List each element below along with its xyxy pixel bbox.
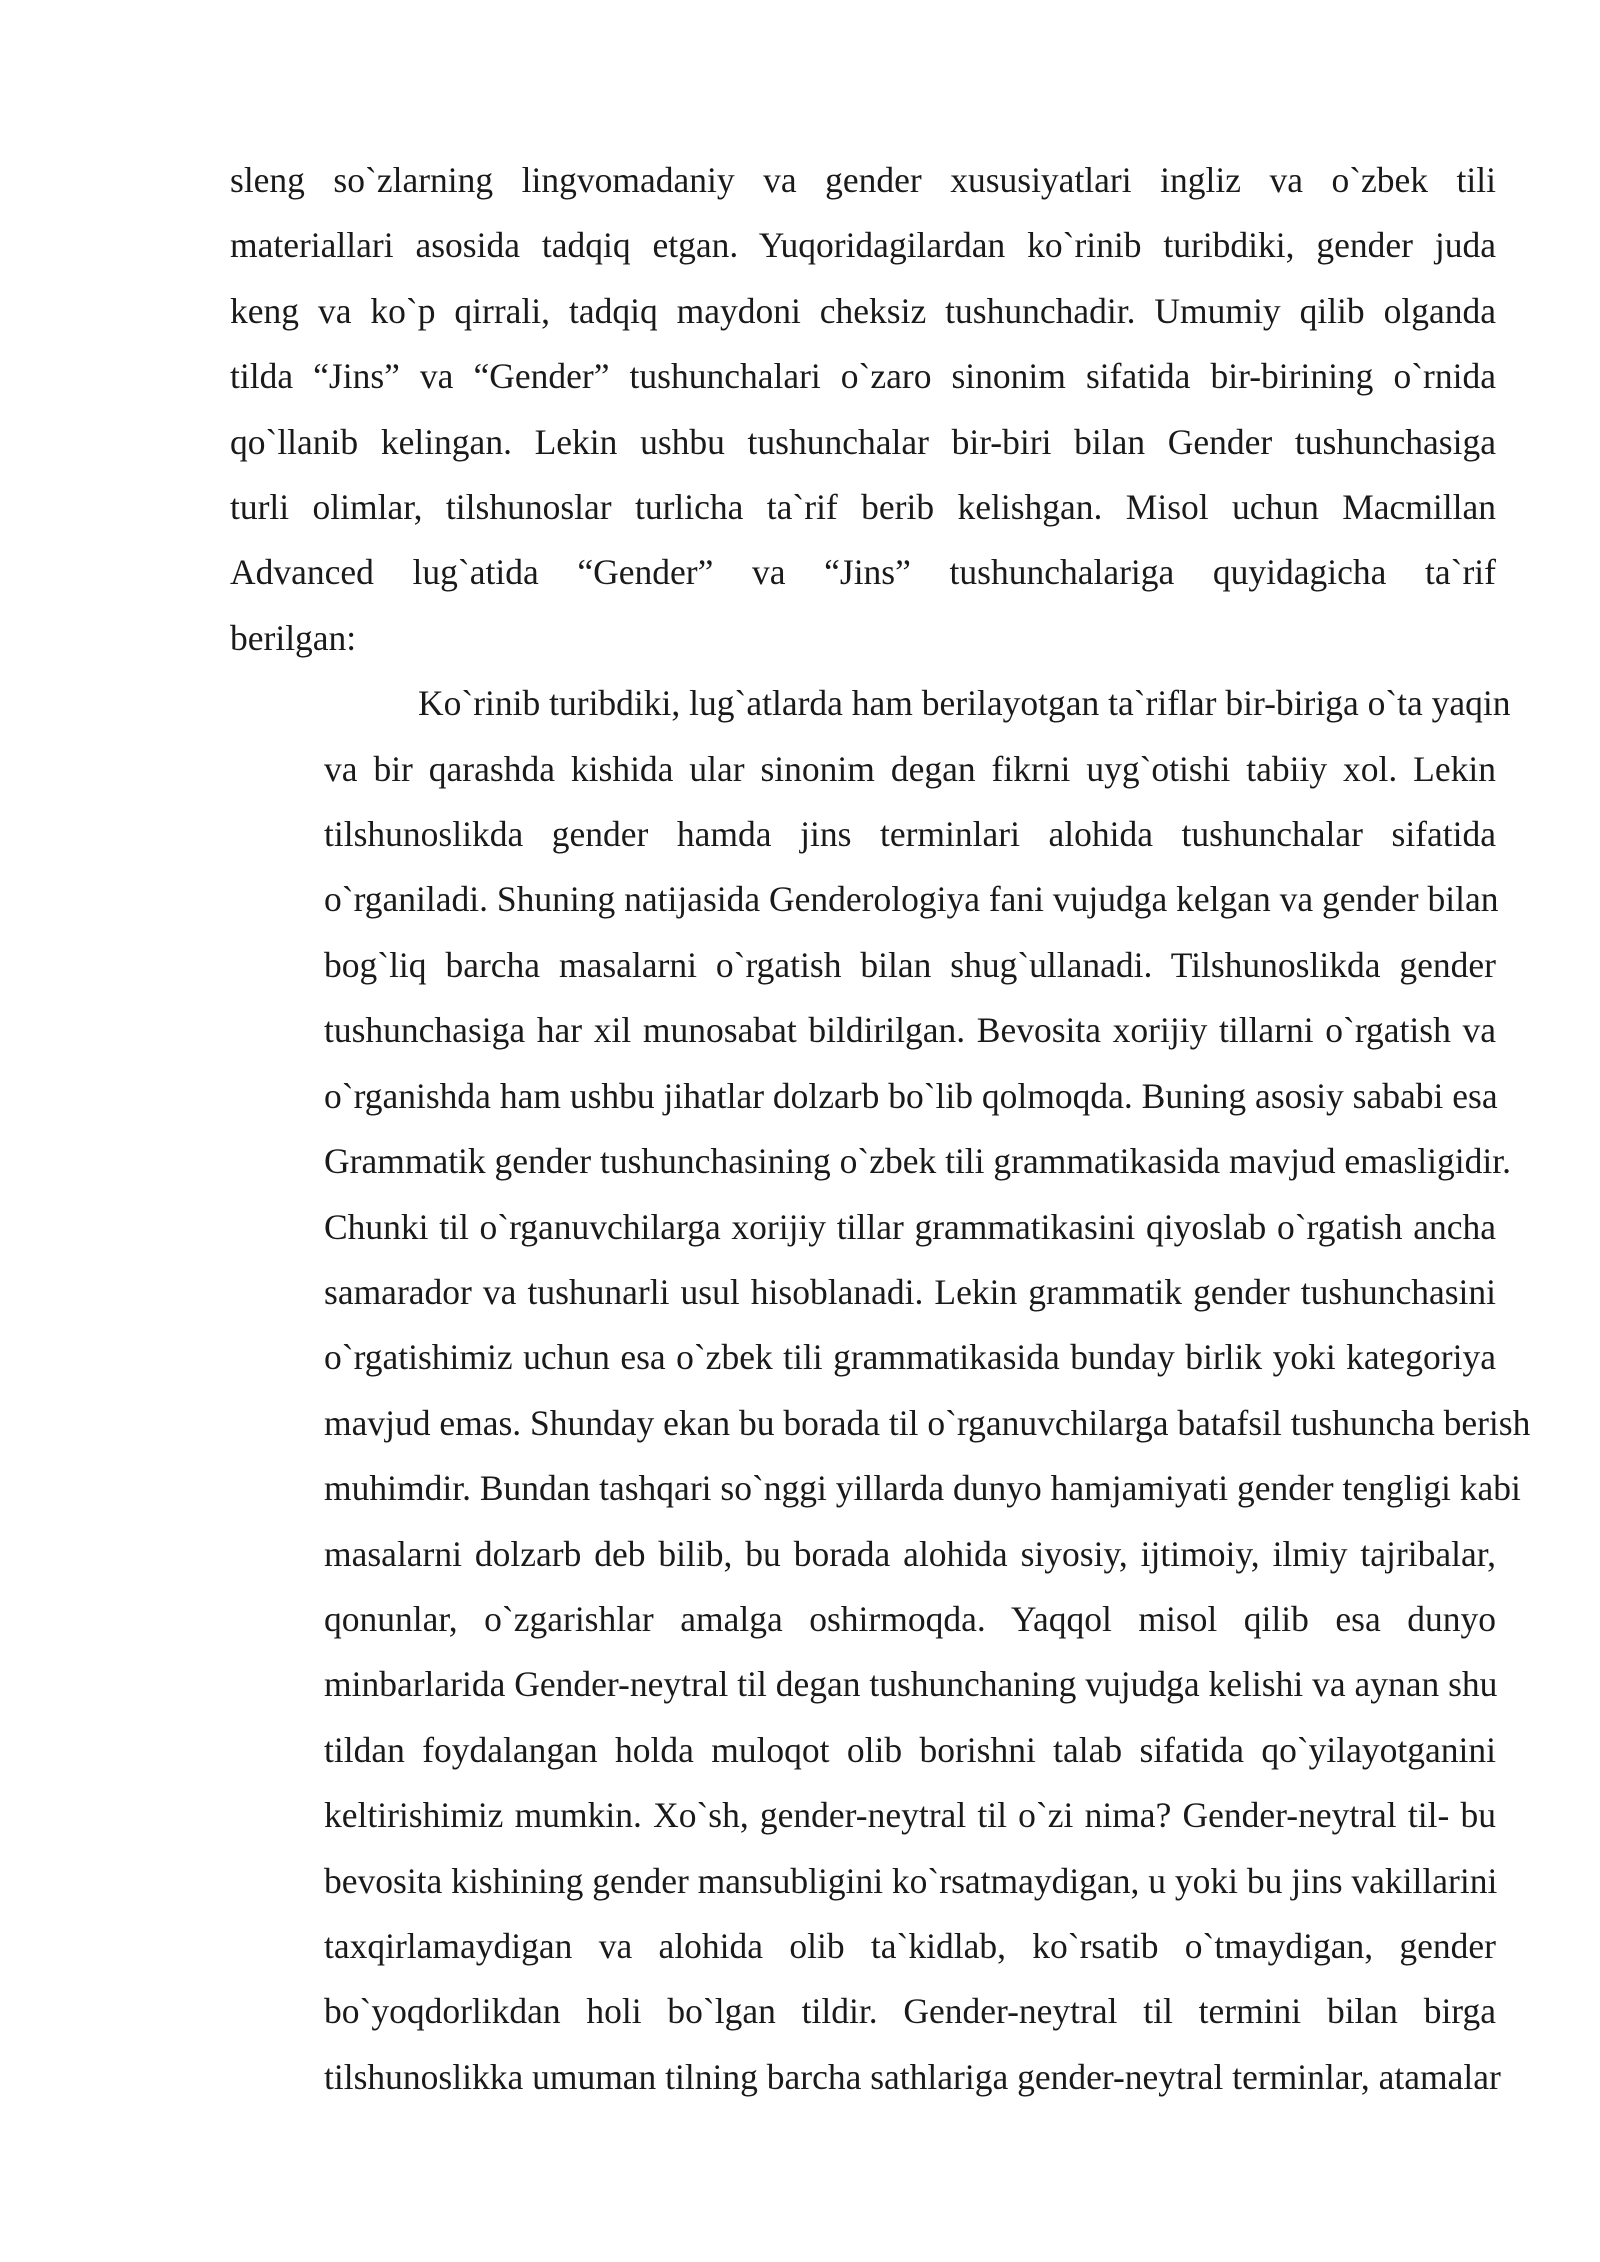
text-line: keltirishimiz mumkin. Xo`sh, gender-neytral til o`zi nima? Gender-neytral til- bu [324, 1795, 1496, 1836]
text-line: Advanced lug`atida “Gender” va “Jins” tushunchalariga quyidagicha ta`rif [230, 552, 1496, 593]
text-line: o`rgatishimiz uchun esa o`zbek tili grammatikasida bunday birlik yoki kategoriya [324, 1337, 1496, 1378]
text-line: minbarlarida Gender-neytral til degan tushunchaning vujudga kelishi va aynan shu [324, 1664, 1498, 1705]
text-line: va bir qarashda kishida ular sinonim degan fikrni uyg`otishi tabiiy xol. Lekin [324, 748, 1496, 789]
text-line: qonunlar, o`zgarishlar amalga oshirmoqda. Yaqqol misol qilib esa dunyo [324, 1598, 1496, 1639]
text-line: tildan foydalangan holda muloqot olib borishni talab sifatida qo`yilayotganini [324, 1729, 1496, 1770]
document-body [230, 148, 1531, 2110]
text-line: bevosita kishining gender mansubligini ko`rsatmaydigan, u yoki bu jins vakillarini [324, 1860, 1498, 1901]
text-line: bo`yoqdorlikdan holi bo`lgan tildir. Gender-neytral til termini bilan birga [324, 1991, 1496, 2032]
text-line: Grammatik gender tushunchasining o`zbek tili grammatikasida mavjud emasligidir. [324, 1141, 1511, 1182]
text-line: o`rganiladi. Shuning natijasida Genderologiya fani vujudga kelgan va gender bilan [324, 879, 1499, 920]
text-line: tilshunoslikka umuman tilning barcha sathlariga gender-neytral terminlar, atamalar [324, 2056, 1501, 2097]
text-line: masalarni dolzarb deb bilib, bu borada alohida siyosiy, ijtimoiy, ilmiy tajribalar, [324, 1533, 1496, 1574]
text-line: tushunchasiga har xil munosabat bildirilgan. Bevosita xorijiy tillarni o`rgatish va [324, 1010, 1496, 1051]
text-line: qo`llanib kelingan. Lekin ushbu tushunchalar bir-biri bilan Gender tushunchasiga [230, 421, 1496, 462]
text-line: keng va ko`p qirrali, tadqiq maydoni cheksiz tushunchadir. Umumiy qilib olganda [230, 290, 1496, 331]
paragraph-2 [230, 671, 1531, 2110]
text-line: bog`liq barcha masalarni o`rgatish bilan shug`ullanadi. Tilshunoslikda gender [324, 944, 1496, 985]
text-line: tilda “Jins” va “Gender” tushunchalari o`zaro sinonim sifatida bir-birining o`rnida [230, 356, 1496, 397]
text-line: sleng so`zlarning lingvomadaniy va gender xususiyatlari ingliz va o`zbek tili [230, 160, 1496, 200]
text-line: Ko`rinib turibdiki, lug`atlarda ham berilayotgan ta`riflar bir-biriga o`ta yaqin [418, 683, 1511, 724]
text-line: muhimdir. Bundan tashqari so`nggi yillarda dunyo hamjamiyati gender tengligi kabi [324, 1468, 1521, 1509]
paragraph-1 [230, 148, 1496, 671]
text-line: taxqirlamaydigan va alohida olib ta`kidlab, ko`rsatib o`tmaydigan, gender [324, 1925, 1496, 1966]
text-line: mavjud emas. Shunday ekan bu borada til o`rganuvchilarga batafsil tushuncha berish [324, 1402, 1531, 1443]
text-line: samarador va tushunarli usul hisoblanadi. Lekin grammatik gender tushunchasini [324, 1271, 1496, 1312]
text-line: o`rganishda ham ushbu jihatlar dolzarb bo`lib qolmoqda. Buning asosiy sababi esa [324, 1075, 1498, 1116]
text-line: turli olimlar, tilshunoslar turlicha ta`rif berib kelishgan. Misol uchun Macmillan [230, 487, 1496, 528]
text-line: tilshunoslikda gender hamda jins terminlari alohida tushunchalar sifatida [324, 814, 1496, 855]
text-line: berilgan: [230, 617, 357, 658]
text-line: materiallari asosida tadqiq etgan. Yuqoridagilardan ko`rinib turibdiki, gender juda [230, 225, 1496, 266]
text-line: Chunki til o`rganuvchilarga xorijiy tillar grammatikasini qiyoslab o`rgatish ancha [324, 1206, 1496, 1247]
